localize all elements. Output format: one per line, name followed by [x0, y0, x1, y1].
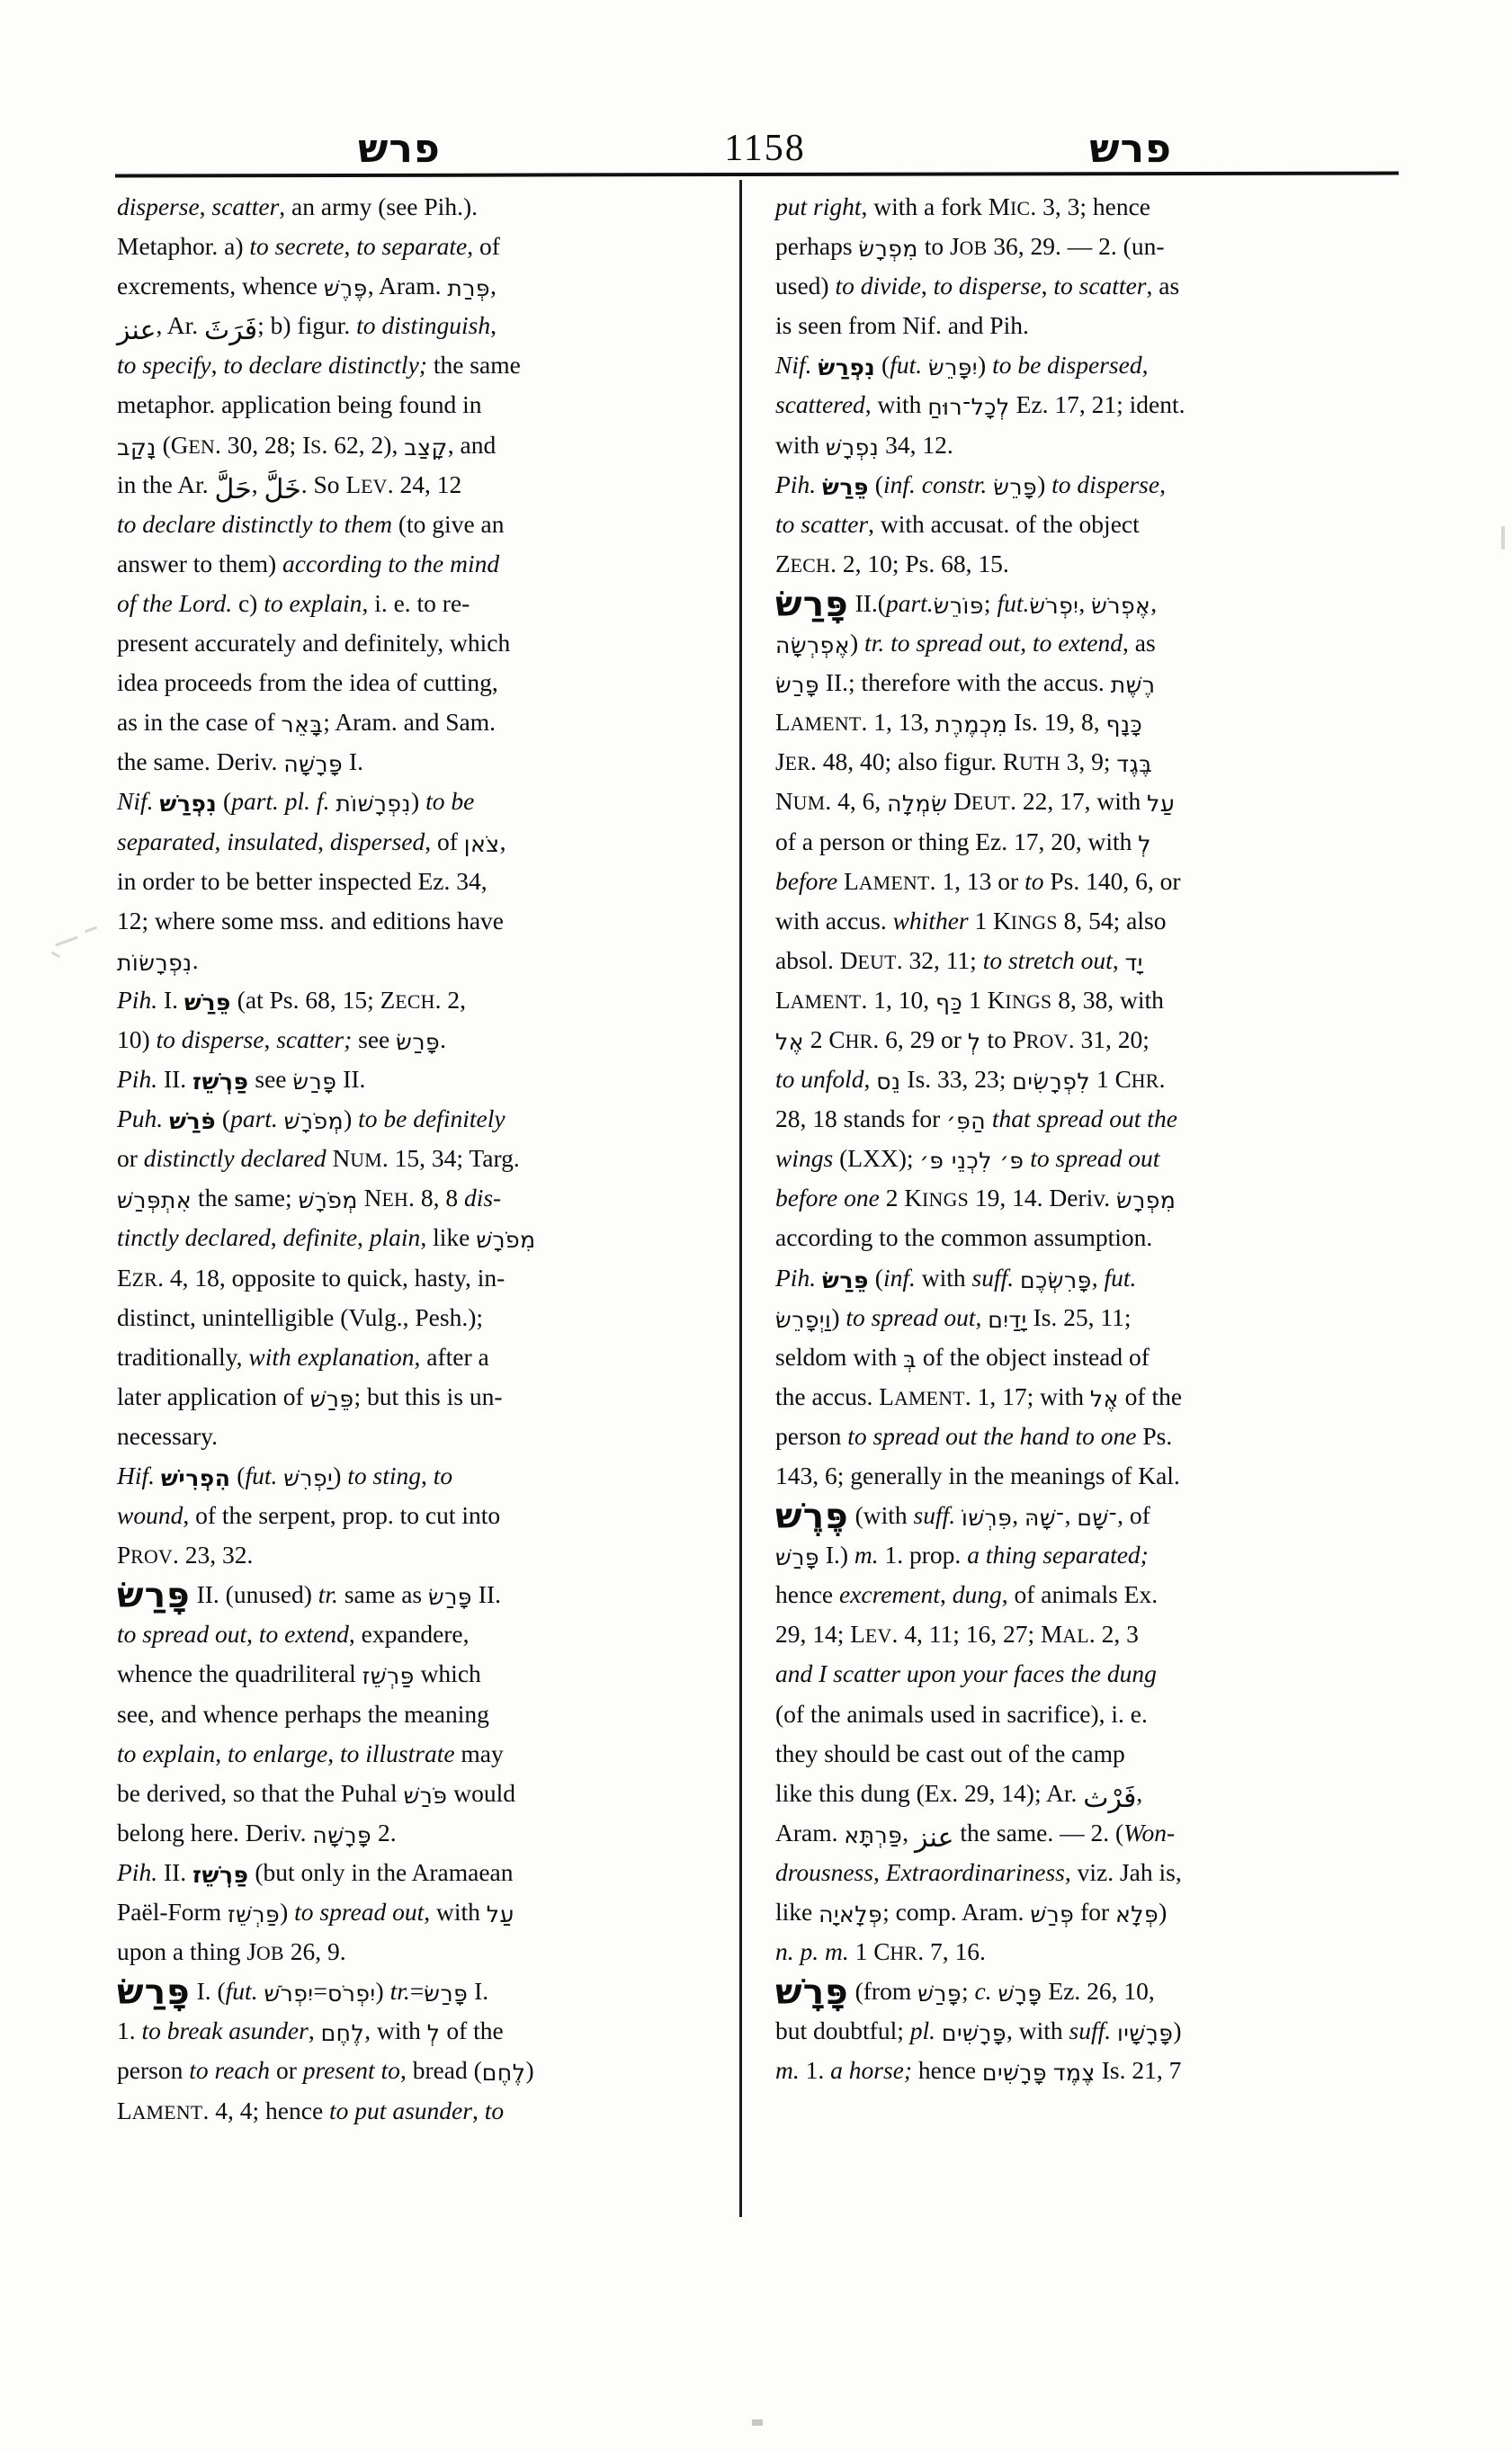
- text-line: like פְּלָאיָה; comp. Aram. פְּרַשׁ for פְּלָא): [775, 1898, 1168, 1928]
- text-line: 28, 18 stands for הַפִּ׳ that spread out the: [775, 1104, 1177, 1135]
- text-line: פָּרַשׁ I.) m. 1. prop. a thing separated;: [775, 1541, 1149, 1571]
- text-line: of the Lord. c) to explain, i. e. to re-: [117, 588, 470, 617]
- text-line: Puh. פֹּרַשׁ (part. מְפֹרָשׁ) to be definitely: [117, 1104, 505, 1135]
- scan-artifact-speck: [55, 936, 77, 947]
- text-line: ﻋﻨﺰ, Ar. فَرَثَ; b) figur. to distinguish,: [117, 311, 497, 347]
- text-line: in order to be better inspected Ez. 34,: [117, 866, 488, 895]
- text-line: 143, 6; generally in the meanings of Kal.: [775, 1462, 1180, 1489]
- text-line: metaphor. application being found in: [117, 390, 482, 419]
- text-line: LAMENT. 1, 13, מִכְמֶרֶת Is. 19, 8, כָּנָף: [775, 708, 1143, 738]
- text-line: to unfold, נֵס Is. 33, 23; לִפְרָשִׂים 1 CHR.: [775, 1065, 1166, 1095]
- text-line: traditionally, with explanation, after a: [117, 1342, 489, 1371]
- text-line: EZR. 4, 18, opposite to quick, hasty, in-: [117, 1263, 505, 1292]
- text-line: of a person or thing Ez. 17, 20, with לְ: [775, 827, 1151, 857]
- text-line: but doubtful; pl. פָּרָשִׁים, with suff. פָּרָשָׁיו): [775, 2016, 1182, 2047]
- text-line: פֶּרֶשׁ (with suff. פִּרְשׁוֹ, ־שָׁהּ, ־שָׁם, of: [775, 1497, 1150, 1538]
- text-line: נָקַב (GEN. 30, 28; IS. 62, 2), קָצַב, and: [117, 430, 497, 460]
- scan-artifact-speck: [85, 926, 97, 934]
- text-line: and I scatter upon your faces the dung: [775, 1659, 1157, 1688]
- column-divider-rule: [739, 180, 742, 2217]
- text-line: put right, with a fork MIC. 3, 3; hence: [775, 192, 1151, 220]
- text-line: excrements, whence פֶּרֶשׁ, Aram. פְּרַת,: [117, 272, 497, 302]
- text-line: נִפְרָשׂוֹת.: [117, 945, 199, 976]
- text-line: Aram. פַּרְתָּא, ﻋﻨﺰ the same. — 2. (Won-: [775, 1818, 1176, 1854]
- text-line: NUM. 4, 6, שִׂמְלָה DEUT. 22, 17, with עַל: [775, 787, 1176, 818]
- text-line: hence excrement, dung, of animals Ex.: [775, 1580, 1159, 1609]
- text-line: wings (LXX); פּ׳ לִכְנֵי פּ׳ to spread out: [775, 1144, 1160, 1175]
- text-line: in the Ar. حَلَّ, خَلَّ. So LEV. 24, 12: [117, 469, 462, 505]
- text-line: Paël-Form פַּרְשֵׁז) to spread out, with עַל: [117, 1898, 514, 1928]
- text-line: is seen from Nif. and Pih.: [775, 311, 1029, 340]
- text-line: Nif. נִפְרַשׁ (part. pl. f. נִפְרָשׁוֹת) to be: [117, 787, 475, 818]
- scan-artifact-speck: [1501, 526, 1505, 550]
- text-line: Pih. פֵּרַשׂ (inf. with suff. פָּרִשְׂכֶם, fut.: [775, 1263, 1137, 1293]
- text-line: Metaphor. a) to secrete, to separate, of: [117, 232, 500, 261]
- text-line: אֶל 2 CHR. 6, 29 or לְ to PROV. 31, 20;: [775, 1024, 1150, 1055]
- right-column: [775, 187, 1380, 2091]
- text-line: פָּרַשׂ II.; therefore with the accus. רֶשֶׁת: [775, 668, 1156, 699]
- running-head: [115, 106, 1397, 172]
- text-line: to specify, to declare distinctly; the same: [117, 351, 521, 380]
- text-line: used) to divide, to disperse, to scatter, as: [775, 272, 1180, 300]
- text-line: seldom with בְּ of the object instead of: [775, 1342, 1150, 1373]
- text-line: Hif. הִפְרִישׁ (fut. יַפְרִשׁ) to sting, to: [117, 1462, 453, 1491]
- text-line: פָּרַשׂ II. (unused) tr. same as פָּרַשׂ II.: [117, 1576, 501, 1617]
- running-head-left-hebrew: פרש: [358, 126, 441, 172]
- text-line: 29, 14; LEV. 4, 11; 16, 27; MAL. 2, 3: [775, 1620, 1139, 1649]
- running-head-right-hebrew: פרש: [1089, 126, 1172, 172]
- text-line: 10) to disperse, scatter; see פָּרַשׂ.: [117, 1024, 446, 1055]
- text-line: PROV. 23, 32.: [117, 1541, 254, 1569]
- text-line: 1. to break asunder, לֶחֶם, with לְ of the: [117, 2016, 504, 2047]
- text-line: פָּרַשׂ I. (fut. יִפְרֹשׁ=יִפְרֹס) tr.=פָּרַשׂ I.: [117, 1972, 489, 2014]
- text-line: present accurately and definitely, which: [117, 629, 511, 657]
- text-line: Pih. II. פַּרְשֵׁז (but only in the Aramaean: [117, 1857, 514, 1888]
- scan-artifact-speck: [51, 952, 60, 959]
- text-line: with accus. whither 1 KINGS 8, 54; also: [775, 906, 1167, 934]
- text-line: Nif. נִפְרַשׂ (fut. יִפָּרֵשׂ) to be dispersed,: [775, 351, 1149, 381]
- text-line: wound, of the serpent, prop. to cut into: [117, 1501, 501, 1530]
- text-line: absol. DEUT. 32, 11; to stretch out, יָד: [775, 945, 1143, 976]
- text-line: answer to them) according to the mind: [117, 549, 500, 577]
- text-line: to explain, to enlarge, to illustrate may: [117, 1739, 504, 1767]
- text-line: later application of פֵּרַשׁ; but this is un-: [117, 1381, 503, 1412]
- text-line: (of the animals used in sacrifice), i. e.: [775, 1699, 1148, 1728]
- text-line: to scatter, with accusat. of the object: [775, 509, 1140, 538]
- text-line: disperse, scatter, an army (see Pih.).: [117, 192, 478, 220]
- text-line: be derived, so that the Puhal פֹּרַשׁ would: [117, 1778, 516, 1809]
- text-line: Pih. I. פֵּרַשׁ (at Ps. 68, 15; ZECH. 2,: [117, 985, 467, 1015]
- text-line: perhaps מִפְרָשׂ to JOB 36, 29. — 2. (un-: [775, 232, 1165, 263]
- text-line: as in the case of בָּאֵר; Aram. and Sam.: [117, 708, 496, 738]
- scan-artifact-speck: [752, 2419, 763, 2426]
- text-line: before one 2 KINGS 19, 14. Deriv. מִפְרָשׂ: [775, 1184, 1176, 1214]
- text-line: drousness, Extraordinariness, viz. Jah is,: [775, 1857, 1182, 1886]
- text-line: אֶפְרְשָׂה) tr. to spread out, to extend, as: [775, 629, 1156, 659]
- text-line: or distinctly declared NUM. 15, 34; Targ.: [117, 1144, 520, 1173]
- text-line: Pih. פֵּרַשׂ (inf. constr. פָּרֵשׂ) to disperse,: [775, 469, 1166, 500]
- text-line: tinctly declared, definite, plain, like מִפֹרָשׁ: [117, 1223, 536, 1254]
- text-line: פָּרַשׂ II.(part.פּוֹרֵשׂ; fut.יִפְרֹשׂ, אֶפְרֹשׂ,: [775, 584, 1158, 625]
- text-line: necessary.: [117, 1421, 218, 1450]
- page-number: 1158: [724, 128, 806, 169]
- text-line: LAMENT. 4, 4; hence to put asunder, to: [117, 2096, 505, 2124]
- text-line: 12; where some mss. and editions have: [117, 906, 504, 934]
- header-rule: [115, 172, 1399, 178]
- text-line: JER. 48, 40; also figur. RUTH 3, 9; בֶּגֶד: [775, 747, 1153, 778]
- text-line: distinct, unintelligible (Vulg., Pesh.);: [117, 1302, 483, 1331]
- text-line: Pih. II. פַּרְשֵׁז see פָּרַשׂ II.: [117, 1065, 366, 1095]
- text-line: person to spread out the hand to one Ps.: [775, 1421, 1173, 1450]
- text-line: with נִפְרָשׁ 34, 12.: [775, 430, 953, 460]
- text-line: belong here. Deriv. פָּרָשָׁה 2.: [117, 1818, 397, 1848]
- text-line: idea proceeds from the idea of cutting,: [117, 668, 498, 697]
- text-line: the same. Deriv. פָּרָשָׁה I.: [117, 747, 364, 778]
- text-line: n. p. m. 1 CHR. 7, 16.: [775, 1937, 986, 1966]
- text-line: to spread out, to extend, expandere,: [117, 1620, 470, 1649]
- text-line: scattered, with לְכָל־רוּחַ Ez. 17, 21; ident.: [775, 390, 1185, 421]
- text-line: פָּרָשׁ (from פָּרַשׁ; c. פָּרָשׁ Ez. 26, 10,: [775, 1972, 1155, 2014]
- text-line: they should be cast out of the camp: [775, 1739, 1125, 1767]
- text-line: before LAMENT. 1, 13 or to Ps. 140, 6, or: [775, 866, 1181, 895]
- text-line: separated, insulated, dispersed, of צֹאן,: [117, 827, 506, 857]
- text-line: m. 1. a horse; hence פָּרָשִׁים צֶמֶד Is. 21, 7: [775, 2056, 1182, 2087]
- text-line: ZECH. 2, 10; Ps. 68, 15.: [775, 549, 1009, 577]
- text-line: to declare distinctly to them (to give an: [117, 509, 505, 538]
- text-line: אִתְפְּרַשׁ the same; מְפֹרָשׁ NEH. 8, 8 dis-: [117, 1184, 502, 1214]
- text-line: see, and whence perhaps the meaning: [117, 1699, 489, 1728]
- text-line: the accus. LAMENT. 1, 17; with אֶל of the: [775, 1381, 1183, 1412]
- text-line: LAMENT. 1, 10, כַּף 1 KINGS 8, 38, with: [775, 985, 1164, 1015]
- text-line: according to the common assumption.: [775, 1223, 1153, 1252]
- text-line: person to reach or present to, bread (לֶחֶם): [117, 2056, 534, 2087]
- text-line: וַיְפָרֵשׂ) to spread out, יָדַיִם Is. 25, 11;: [775, 1302, 1132, 1333]
- text-line: whence the quadriliteral פַּרְשֵׁז which: [117, 1659, 481, 1690]
- left-column: [117, 187, 721, 2131]
- text-line: like this dung (Ex. 29, 14); Ar. فَرْث,: [775, 1778, 1143, 1814]
- text-line: upon a thing JOB 26, 9.: [117, 1937, 346, 1966]
